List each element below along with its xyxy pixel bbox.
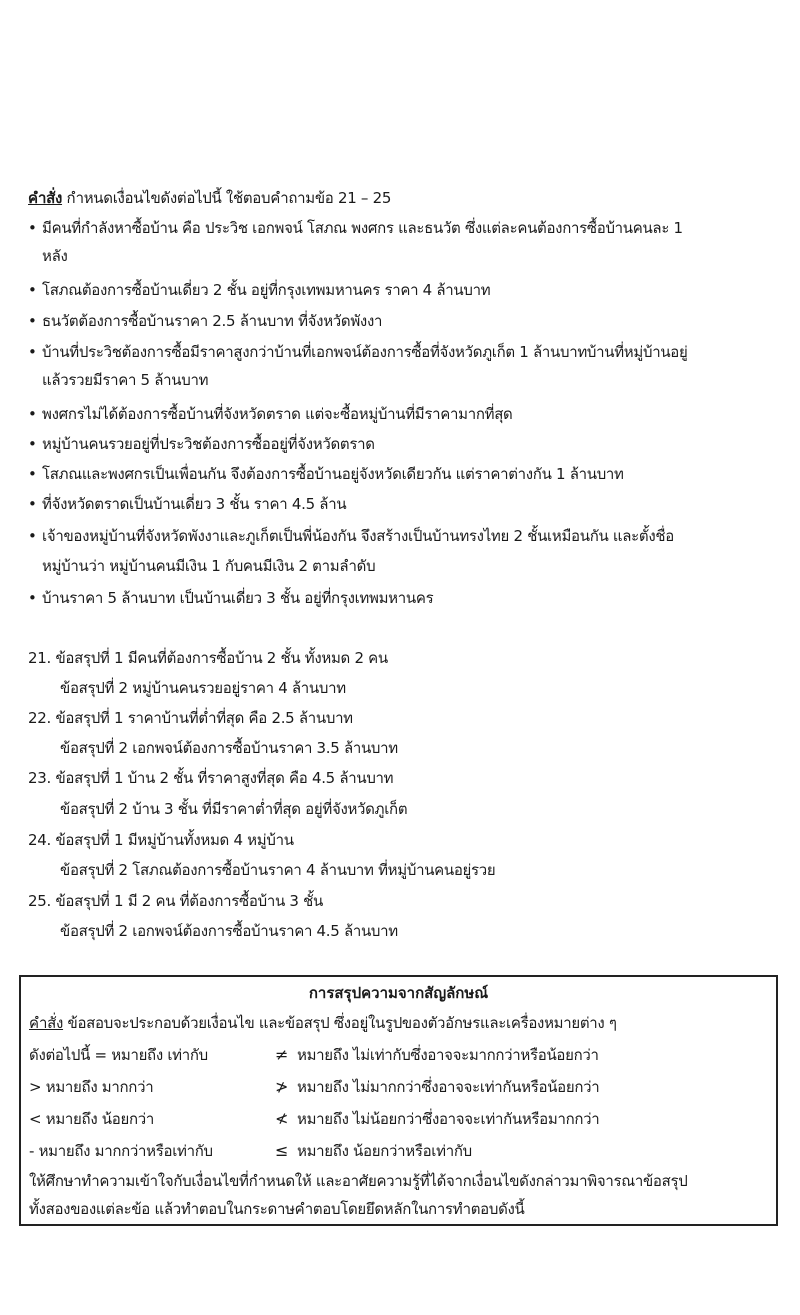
instructions-line: [28, 188, 391, 208]
question-23-conclusion-2: ข้อสรุปที่ 2 บ้าน 3 ชั้น ที่มีราคาต่ำที่สุด อยู่ที่จังหวัดภูเก็ต: [60, 800, 408, 818]
condition-item: • โสภณและพงศกรเป็นเพื่อนกัน จึงต้องการซื้อบ้านอยู่จังหวัดเดียวกัน แต่ราคาต่างกัน 1 ล้านบาท: [28, 465, 624, 483]
instructions-label: คำสั่ง: [28, 189, 63, 207]
question-22-conclusion-2: ข้อสรุปที่ 2 เอกพจน์ต้องการซื้อบ้านราคา 3.5 ล้านบาท: [60, 739, 398, 757]
bullet-icon: •: [28, 435, 37, 453]
condition-item: • บ้านที่ประวิชต้องการซื้อมีราคาสูงกว่าบ้านที่เอกพจน์ต้องการซื้อที่จังหวัดภูเก็ต 1 ล้านบาทบ้านที่หมู่บ้านอยู่: [28, 343, 688, 361]
condition-item: • ที่จังหวัดตราดเป็นบ้านเดี่ยว 3 ชั้น ราคา 4.5 ล้าน: [28, 495, 347, 513]
dash-symbol: -: [29, 1142, 35, 1160]
symbol-legend-box: [19, 975, 778, 1226]
box-footer-line-2: ทั้งสองของแต่ละข้อ แล้วทำตอบในกระดาษคำตอบโดยยึดหลักในการทำตอบดังนี้: [29, 1200, 525, 1218]
legend-row-less-equal: ≤ หมายถึง น้อยกว่าหรือเท่ากับ: [275, 1141, 472, 1160]
legend-row-not-equal: ≠ หมายถึง ไม่เท่ากับซึ่งอาจจะมากกว่าหรือน้อยกว่า: [275, 1045, 599, 1064]
condition-continuation: หมู่บ้านว่า หมู่บ้านคนมีเงิน 1 กับคนมีเงิน 2 ตามลำดับ: [42, 557, 376, 575]
bullet-icon: •: [28, 527, 37, 545]
less-than-symbol: <: [29, 1110, 42, 1128]
not-equal-symbol: ≠: [275, 1045, 289, 1064]
bullet-icon: •: [28, 281, 37, 299]
not-greater-symbol: ≯: [275, 1077, 289, 1096]
question-21: 21. ข้อสรุปที่ 1 มีคนที่ต้องการซื้อบ้าน 2 ชั้น ทั้งหมด 2 คน: [28, 649, 388, 667]
condition-item: • โสภณต้องการซื้อบ้านเดี่ยว 2 ชั้น อยู่ที่กรุงเทพมหานคร ราคา 4 ล้านบาท: [28, 281, 491, 299]
question-24: 24. ข้อสรุปที่ 1 มีหมู่บ้านทั้งหมด 4 หมู่บ้าน: [28, 831, 294, 849]
bullet-icon: •: [28, 343, 37, 361]
not-less-symbol: ≮: [275, 1109, 289, 1128]
box-instructions: คำสั่ง ข้อสอบจะประกอบด้วยเงื่อนไข และข้อสรุป ซึ่งอยู่ในรูปของตัวอักษรและเครื่องหมายต่าง ๆ: [29, 1014, 617, 1032]
legend-row-not-less: ≮ หมายถึง ไม่น้อยกว่าซึ่งอาจจะเท่ากันหรือมากกว่า: [275, 1109, 600, 1128]
box-footer-line-1: ให้ศึกษาทำความเข้าใจกับเงื่อนไขที่กำหนดให้ และอาศัยความรู้ที่ได้จากเงื่อนไขดังกล่าวมาพิจารณาข้อสรุป: [29, 1172, 688, 1190]
question-25-conclusion-2: ข้อสรุปที่ 2 เอกพจน์ต้องการซื้อบ้านราคา 4.5 ล้านบาท: [60, 922, 398, 940]
bullet-icon: •: [28, 219, 37, 237]
legend-row-greater: > หมายถึง มากกว่า: [29, 1078, 154, 1096]
box-instructions-label: คำสั่ง: [29, 1014, 64, 1032]
legend-row-equal: ดังต่อไปนี้ = หมายถึง เท่ากับ: [29, 1046, 208, 1064]
box-title: การสรุปความจากสัญลักษณ์: [308, 984, 489, 1002]
bullet-icon: •: [28, 589, 37, 607]
bullet-icon: •: [28, 495, 37, 513]
equal-symbol: =: [94, 1046, 107, 1064]
legend-row-not-greater: ≯ หมายถึง ไม่มากกว่าซึ่งอาจจะเท่ากันหรือน้อยกว่า: [275, 1077, 600, 1096]
condition-item: • เจ้าของหมู่บ้านที่จังหวัดพังงาและภูเก็ตเป็นพี่น้องกัน จึงสร้างเป็นบ้านทรงไทย 2 ชั้นเหมือนกัน และตั้งชื่อ: [28, 527, 674, 545]
condition-item: • หมู่บ้านคนรวยอยู่ที่ประวิชต้องการซื้ออยู่ที่จังหวัดตราด: [28, 435, 375, 453]
question-24-conclusion-2: ข้อสรุปที่ 2 โสภณต้องการซื้อบ้านราคา 4 ล้านบาท ที่หมู่บ้านคนอยู่รวย: [60, 861, 496, 879]
instructions-text: กำหนดเงื่อนไขดังต่อไปนี้ ใช้ตอบคำถามข้อ 21 – 25: [66, 189, 392, 207]
question-21-conclusion-2: ข้อสรุปที่ 2 หมู่บ้านคนรวยอยู่ราคา 4 ล้านบาท: [60, 679, 346, 697]
condition-item: • มีคนที่กำลังหาซื้อบ้าน คือ ประวิช เอกพจน์ โสภณ พงศกร และธนวัต ซึ่งแต่ละคนต้องการซื้อบ้านคนละ 1: [28, 219, 683, 237]
question-22: 22. ข้อสรุปที่ 1 ราคาบ้านที่ต่ำที่สุด คือ 2.5 ล้านบาท: [28, 709, 353, 727]
condition-continuation: หลัง: [42, 247, 68, 265]
condition-item: • ธนวัตต้องการซื้อบ้านราคา 2.5 ล้านบาท ที่จังหวัดพังงา: [28, 312, 383, 330]
less-equal-symbol: ≤: [275, 1141, 289, 1160]
bullet-icon: •: [28, 465, 37, 483]
condition-item: • พงศกรไม่ได้ต้องการซื้อบ้านที่จังหวัดตราด แต่จะซื้อหมู่บ้านที่มีราคามากที่สุด: [28, 405, 513, 423]
bullet-icon: •: [28, 405, 37, 423]
legend-row-less: < หมายถึง น้อยกว่า: [29, 1110, 154, 1128]
question-23: 23. ข้อสรุปที่ 1 บ้าน 2 ชั้น ที่ราคาสูงที่สุด คือ 4.5 ล้านบาท: [28, 769, 394, 787]
bullet-icon: •: [28, 312, 37, 330]
legend-row-greater-equal: - หมายถึง มากกว่าหรือเท่ากับ: [29, 1142, 213, 1160]
question-25: 25. ข้อสรุปที่ 1 มี 2 คน ที่ต้องการซื้อบ้าน 3 ชั้น: [28, 892, 323, 910]
condition-item: • บ้านราคา 5 ล้านบาท เป็นบ้านเดี่ยว 3 ชั้น อยู่ที่กรุงเทพมหานคร: [28, 589, 434, 607]
greater-than-symbol: >: [29, 1078, 42, 1096]
condition-continuation: แล้วรวยมีราคา 5 ล้านบาท: [42, 371, 209, 389]
